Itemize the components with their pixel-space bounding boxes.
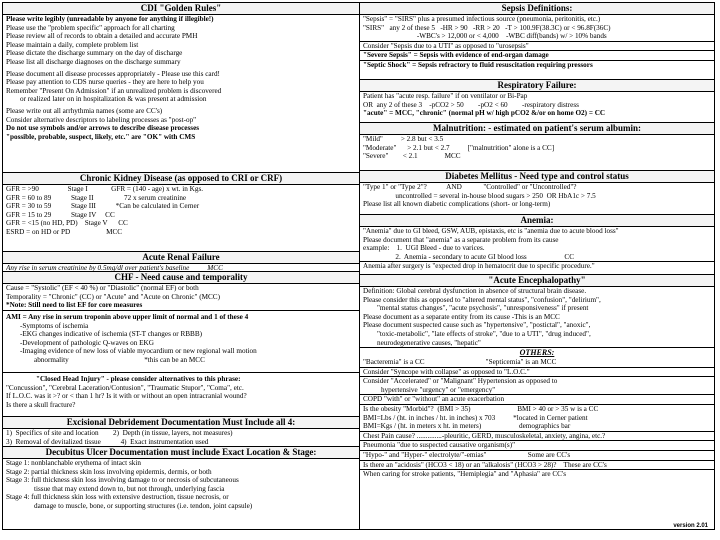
sepsis-title: Sepsis Definitions:	[360, 3, 714, 15]
malnutrition-line: "Moderate" > 2.1 but < 2.7 ["malnutrition" alone is a CC]	[363, 143, 555, 152]
arf-section	[3, 252, 359, 272]
resp-title: Respiratory Failure:	[360, 80, 714, 92]
others-line: When caring for stroke patients, "Hemiplegia" and "Aphasia" are CC's	[363, 470, 567, 479]
chi-line: If L.O.C. was it >? or < than 1 hr? Is it with or without an open intracranial wound?	[6, 392, 247, 401]
resp-line: OR any 2 of these 3 -pCO2 > 50 -pO2 < 60 -respiratory distress	[363, 100, 579, 109]
ami-line: -Symptoms of ischemia	[20, 321, 89, 330]
ckd-stage-row: GFR = 60 to 89 Stage II 72 x serum creatinine	[6, 193, 187, 202]
sepsis-line: "SIRS" any 2 of these 5 -HR > 90 -RR > 20 -T > 100.9F(38.3C) or < 96.8F(36C)	[363, 23, 611, 32]
others-line: "Hypo-" and "Hyper-" electrolyte/"-emias" Some are CC's	[360, 451, 714, 461]
decubitus-section	[3, 447, 359, 529]
anemia-section	[360, 215, 714, 275]
ami-line: -Development of pathologic Q-waves on EKG	[20, 338, 154, 347]
arf-title: Acute Renal Failure	[3, 252, 359, 264]
decubitus-line: damage to muscle, bone, or supporting structures (i.e. tendon, joint capsule)	[34, 501, 253, 510]
encephalopathy-line: Please document as a separate entity from its cause -This is an MCC	[363, 312, 560, 321]
chf-line: Temporality = "Chronic" (CC) or "Acute" and "Acute on Chronic" (MCC)	[6, 292, 220, 301]
ckd-title: Chronic Kidney Disease (as opposed to CRI or CRF)	[3, 173, 359, 185]
others-line: BMI=Lbs / (ht. in inches / ht. in inches) x 703 *located in Cerner patient	[363, 413, 588, 422]
chi-line: Is there a skull fracture?	[6, 400, 76, 409]
others-line: Is the obesity "Morbid"? (BMI > 35) BMI > 40 or > 35 w is a CC	[363, 404, 599, 413]
cdi-line: Please pay attention to CDS nurse queries - they are here to help you	[6, 78, 204, 87]
others-section	[360, 348, 714, 529]
cdi-line: Please dictate the discharge summary on the day of discharge	[6, 49, 183, 58]
encephalopathy-line: "toxic-metabolic", "late effects of stroke", "due to a UTI", "drug induced",	[377, 329, 591, 338]
ckd-stage-row: ESRD = on HD or PD MCC	[6, 227, 123, 236]
anemia-line: example: 1. UGI Bleed - due to varices.	[363, 244, 485, 253]
right-column	[360, 3, 714, 529]
encephalopathy-line: Please consider this as opposed to "altered mental status", "confusion", "delirium",	[363, 295, 601, 304]
anemia-title: Anemia:	[360, 215, 714, 227]
ami-line: AMI = Any rise in serum troponin above upper limit of normal and 1 of these 4	[6, 313, 249, 321]
anemia-line: "Anemia" due to GI bleed, GSW, AUB, epistaxis, etc is "anemia due to acute blood loss"	[363, 227, 619, 235]
decubitus-line: tissue that may extend down to, but not through, underlying fascia	[34, 484, 225, 493]
sepsis-line: -WBC's > 12,000 or < 4,000 -WBC diff(bands) w/ > 10% bands	[360, 32, 714, 42]
ami-line: -Imaging evidence of new loss of viable myocardium or new regional wall motion	[20, 347, 257, 356]
ami-section	[3, 311, 359, 373]
cdi-line: or realized later on in hospitalization & was present at admission	[20, 95, 207, 104]
cdi-line: Please review all of records to obtain a detailed and accurate PMH	[6, 32, 198, 41]
chi-line: "Concussion", "Cerebral Laceration/Contusion", "Traumatic Stupor", "Coma", etc.	[6, 383, 244, 392]
encephalopathy-line: neurodegenerative causes, "hepatic"	[377, 338, 481, 347]
ami-line: abnormality *this can be an MCC	[34, 355, 205, 364]
diabetes-line: Please list all known diabetic complications (short- or long-term)	[363, 200, 551, 209]
anemia-line: 2. Anemia - secondary to acute GI blood loss CC	[360, 253, 714, 263]
debridement-title: Excisional Debridement Documentation Must Include all 4:	[3, 417, 359, 429]
malnutrition-line: "Mild" > 2.8 but < 3.5	[363, 135, 444, 143]
cdi-line: Please document all disease processes appropriately - Please use this card!	[6, 69, 220, 78]
sepsis-line: "Sepsis" = "SIRS" plus a presumed infectious source (pneumonia, peritonitis, etc.)	[363, 15, 601, 23]
cdi-line: Remember "Present On Admission" if an unrealized problem is discovered	[6, 86, 222, 95]
others-line: Is there an "acidosis" (HCO3 < 18) or an "alkalosis" (HCO3 > 28)? These are CC's	[360, 461, 714, 471]
debridement-line: 3) Removal of devitalized tissue 4) Exact instrumentation used	[6, 437, 209, 446]
cdi-line: Please use the "problem specific" approach for all charting	[6, 23, 175, 32]
left-column	[3, 3, 360, 529]
others-line: Chest Pain cause? ..............-pleuritic, GERD, musculoskeletal, anxiety, angina, etc.?	[360, 432, 714, 442]
sepsis-line: Consider "Sepsis due to a UTI" as opposed to "urosepsis"	[360, 42, 714, 52]
others-line: BMI=Kgs / (ht. in meters x ht. in meters) demographics bar	[360, 422, 714, 432]
ami-line: -EKG changes indicative of ischemia (ST-T changes or RBBB)	[20, 330, 203, 339]
decubitus-line: Stage 4: full thickness skin loss with extensive destruction, tissue necrosis, or	[6, 493, 229, 502]
version-label: version 2.01	[673, 523, 708, 529]
debridement-line: 1) Specifics of site and location 2) Depth (in tissue, layers, not measures)	[6, 429, 233, 437]
encephalopathy-line: Definition: Global cerebral dysfunction in absence of structural brain disease.	[363, 287, 587, 295]
encephalopathy-line: Please document suspected cause such as "hypertensive", "postictal", "anoxic",	[363, 321, 591, 330]
diabetes-section	[360, 171, 714, 215]
encephalopathy-title: "Acute Encephalopathy"	[360, 275, 714, 287]
decubitus-title: Decubitus Ulcer Documentation must include Exact Location & Stage:	[3, 447, 359, 459]
ckd-stage-row: GFR = <15 (no HD, PD) Stage V CC	[6, 219, 128, 228]
others-line: COPD "with" or "without" an acute exacerbation	[360, 395, 714, 405]
others-title: OTHERS:	[519, 348, 555, 357]
cdi-line: Consider alternative descriptors to labeling processes as "post-op"	[6, 115, 197, 124]
encephalopathy-section	[360, 275, 714, 348]
ckd-stage-row: GFR = >90 Stage I GFR = (140 - age) x wt. in Kgs.	[6, 185, 204, 193]
cdi-line: "possible, probable, suspect, likely, etc." are "OK" with CMS	[6, 132, 196, 141]
malnutrition-section	[360, 123, 714, 171]
chf-line: *Note: Still need to list EF for core measures	[6, 301, 143, 310]
others-line: Consider "Accelerated" or "Malignant" Hypertension as opposed to	[363, 377, 558, 386]
sepsis-line: "Severe Sepsis" = Sepsis with evidence of end-organ damage	[360, 51, 714, 61]
ckd-section	[3, 173, 359, 252]
cdi-golden-rules-section	[3, 3, 359, 173]
resp-line: Patient has "acute resp. failure" if on ventilator or Bi-Pap	[363, 92, 528, 100]
chi-line: "Closed Head Injury" - please consider alternatives to this phrase:	[36, 375, 241, 383]
arf-line: Any rise in serum creatinine by 0.5mg/dl over patient's baseline MCC	[6, 264, 223, 272]
malnutrition-line: "Severe" < 2.1 MCC	[363, 152, 461, 161]
diabetes-title: Diabetes Mellitus - Need type and control status	[360, 171, 714, 183]
cdi-line: Do not use symbols and/or arrows to describe disease processes	[6, 124, 200, 133]
cdi-line: Please write out all arrhythmia names (some are CC's)	[6, 106, 163, 115]
cdi-title: CDI "Golden Rules"	[3, 3, 359, 15]
decubitus-line: Stage 3: full thickness skin loss involving damage to or necrosis of subcutaneous	[6, 476, 239, 485]
diabetes-line: "Type 1" or "Type 2"? AND "Controlled" or "Uncontrolled"?	[363, 183, 577, 191]
chf-title: CHF - Need cause and temporality	[3, 272, 359, 284]
decubitus-line: Stage 2: partial thickness skin loss involving epidermis, dermis, or both	[6, 467, 212, 476]
encephalopathy-line: "mental status changes", "acute psychosis", "unresponsiveness" if present	[377, 304, 589, 313]
decubitus-line: Stage 1: nonblanchable erythema of intact skin	[6, 459, 141, 467]
chf-section	[3, 272, 359, 311]
ckd-stage-row: GFR = 30 to 59 Stage III *Can be calculated in Cerner	[6, 202, 200, 211]
malnutrition-title: Malnutrition: - estimated on patient's serum albumin:	[360, 123, 714, 135]
ckd-stage-row: GFR = 15 to 29 Stage IV CC	[6, 210, 115, 219]
resp-line: "acute" = MCC, "chronic" (normal pH w/ high pCO2 &/or on home O2) = CC	[363, 109, 606, 118]
anemia-line: Please document that "anemia" as a separate problem from its cause	[363, 235, 559, 244]
others-line: Pneumonia "due to suspected causative organism(s)"	[360, 441, 714, 451]
sepsis-section	[360, 3, 714, 80]
chf-line: Cause = "Systolic" (EF < 40 %) or "Diastolic" (normal EF) or both	[6, 284, 199, 292]
diabetes-line: uncontrolled = several in-house blood sugars > 250 OR HbA1c > 7.5	[363, 191, 596, 200]
reference-card	[2, 2, 715, 530]
closed-head-injury-section	[3, 373, 359, 417]
anemia-line: Anemia after surgery is "expected drop in hematocrit due to specific procedure."	[363, 262, 595, 271]
debridement-section	[3, 417, 359, 447]
cdi-line: Please maintain a daily, complete problem list	[6, 40, 139, 49]
others-line: "Bacteremia" is a CC "Septicemia" is an MCC	[360, 358, 714, 368]
others-line: hypertensive "urgency" or "emergency"	[360, 386, 714, 396]
cdi-line: Please list all discharge diagnoses on the discharge summary	[6, 57, 181, 66]
sepsis-line: "Septic Shock" = Sepsis refractory to fluid resuscitation requiring pressors	[363, 60, 593, 69]
respiratory-failure-section	[360, 80, 714, 123]
others-line: Consider "Syncope with collapse" as opposed to "L.O.C."	[360, 368, 714, 378]
cdi-line: Please write legibly (unreadable by anyone for anything if illegible!)	[6, 15, 214, 23]
